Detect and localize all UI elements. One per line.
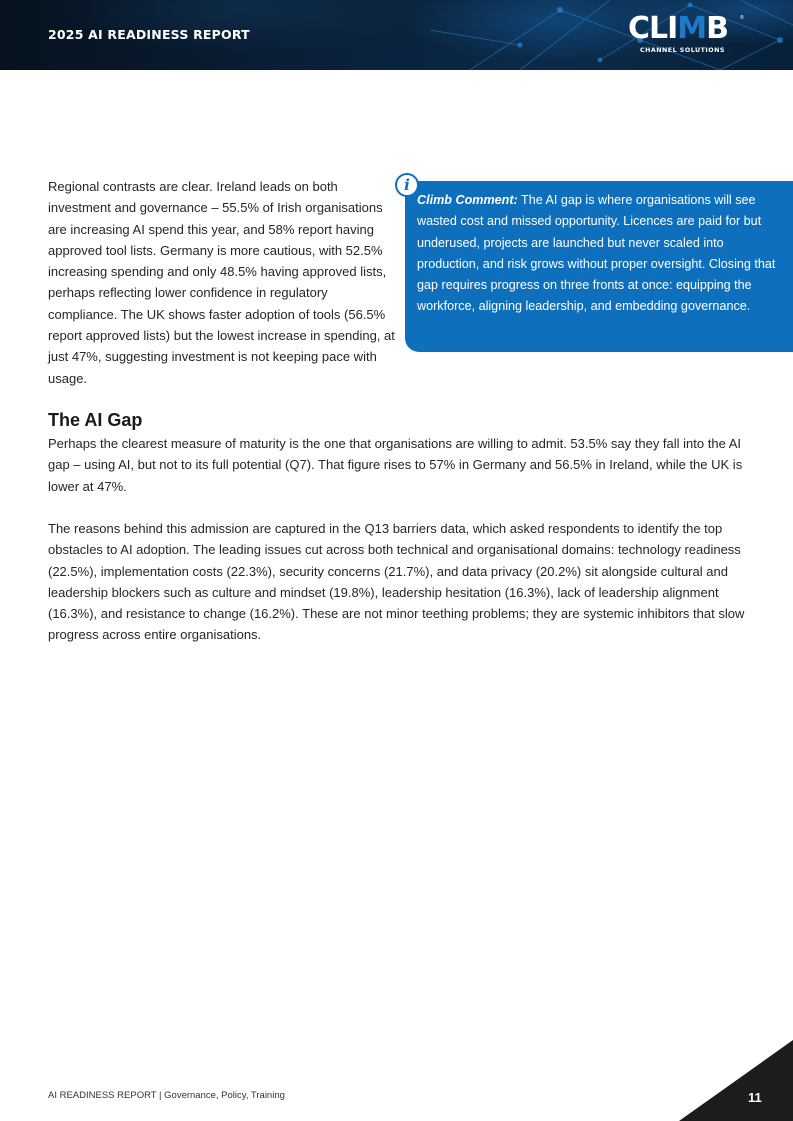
- climb-logo: [628, 11, 748, 58]
- page-header: [0, 0, 793, 70]
- callout-text: The AI gap is where organisations will see wasted cost and missed opportunity. Licences are paid for but underused, projects are launched but never scaled into production, and risk grows without proper oversight. Closing that gap requires progress on three fronts at once: equipping the workforce, aligning leadership, and embedding governance.: [417, 193, 776, 314]
- report-title: 2025 AI READINESS REPORT: [48, 27, 250, 42]
- callout-label: Climb Comment:: [417, 193, 518, 207]
- logo-word-part1: CLI: [628, 11, 678, 46]
- body-paragraph: Perhaps the clearest measure of maturity is the one that organisations are willing to admit. 53.5% say they fall into the AI gap – using AI, but not to its full potential (Q7). That figure rises to 57% in Germany and 56.5% in Ireland, while the UK is lower at 47%.: [48, 436, 743, 494]
- page-number: 11: [748, 1090, 762, 1105]
- footer-text: AI READINESS REPORT | Governance, Policy, Training: [48, 1090, 285, 1101]
- logo-tagline: CHANNEL SOLUTIONS: [640, 47, 725, 54]
- body-paragraph: The reasons behind this admission are captured in the Q13 barriers data, which asked respondents to identify the top obstacles to AI adoption. The leading issues cut across both technical and organisational domains: technology readiness (22.5%), implementation costs (22.3%), security concerns (21.7%), and data privacy (20.2%) sit alongside cultural and leadership blockers such as culture and mindset (19.8%), leadership hesitation (16.3%), lack of leadership alignment (16.3%), and resistance to change (16.2%). These are not minor teething problems; they are systemic inhibitors that slow progress across entire organisations.: [48, 521, 745, 643]
- logo-wordmark: [628, 11, 729, 46]
- registered-mark: ®: [740, 15, 744, 21]
- intro-paragraph: Regional contrasts are clear. Ireland leads on both investment and governance – 55.5% of Irish organisations are increasing AI spend this year, and 58% report having approved tool lists. Germany is more cautious, with 52.5% increasing spending and only 48.5% having approved lists, perhaps reflecting lower confidence in regulatory compliance. The UK shows faster adoption of tools (56.5% report approved lists) but the lowest increase in spending, at just 47%, suggesting investment is not keeping pace with usage.: [48, 179, 395, 386]
- logo-word-part2: B: [706, 11, 729, 46]
- logo-word-m: M: [677, 11, 707, 46]
- climb-comment-callout: [405, 181, 793, 352]
- info-icon: i: [395, 173, 419, 197]
- page-corner-triangle: [679, 1040, 793, 1121]
- section-heading: The AI Gap: [48, 410, 143, 430]
